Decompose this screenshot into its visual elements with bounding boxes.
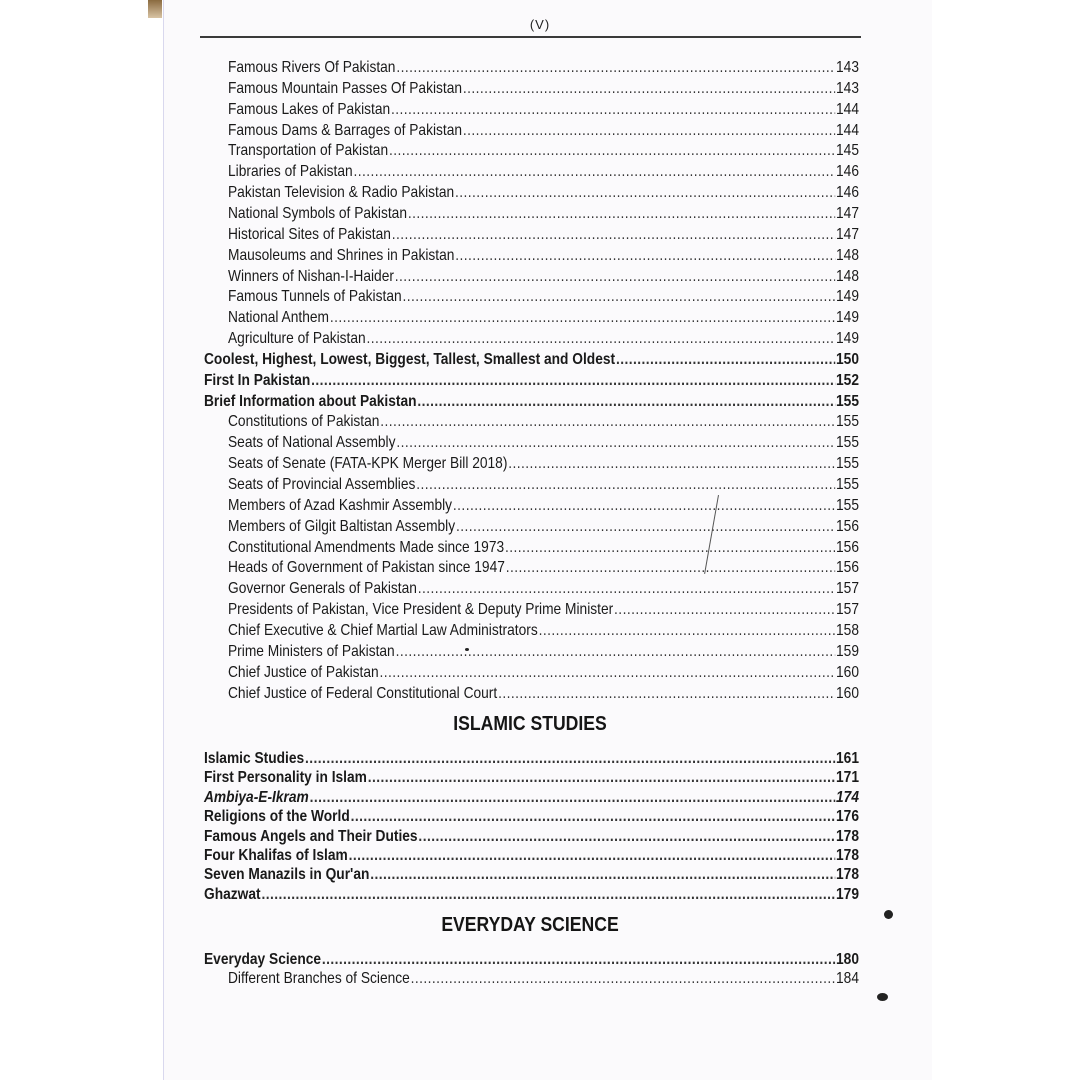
- toc-entry[interactable]: [228, 558, 859, 578]
- toc-entry[interactable]: [228, 475, 859, 495]
- dot-leader: [456, 517, 835, 537]
- dot-leader: [330, 308, 835, 328]
- dot-leader: [370, 865, 835, 885]
- toc-entry-title: Winners of Nishan-I-Haider: [228, 267, 394, 285]
- toc-entry[interactable]: [228, 100, 859, 120]
- dot-leader: [418, 827, 835, 847]
- toc-entry[interactable]: [228, 121, 859, 141]
- toc-entry-page: 149: [836, 288, 859, 306]
- toc-entry[interactable]: [228, 621, 859, 641]
- dot-leader: [322, 950, 835, 970]
- section-heading: ISLAMIC STUDIES: [453, 713, 607, 735]
- toc-entry[interactable]: [228, 412, 859, 432]
- dot-leader: [463, 121, 835, 141]
- toc-entry[interactable]: [228, 141, 859, 161]
- dot-leader: [391, 100, 835, 120]
- toc-entry-page: 179: [836, 885, 859, 903]
- dot-leader: [368, 768, 835, 788]
- toc-entry-title: Four Khalifas of Islam: [204, 847, 348, 864]
- toc-entry[interactable]: [228, 204, 859, 224]
- toc-entry[interactable]: [228, 246, 859, 266]
- toc-entry-title: Agriculture of Pakistan: [228, 330, 366, 348]
- toc-entry-page: 157: [836, 580, 859, 598]
- toc-entry-title: Constitutions of Pakistan: [228, 413, 380, 431]
- toc-entry-page: 176: [836, 808, 859, 826]
- dot-leader: [614, 600, 835, 620]
- toc-entry-title: Members of Azad Kashmir Assembly: [228, 496, 453, 514]
- toc-entry-title: First In Pakistan: [204, 371, 311, 389]
- toc-entry-page: 178: [836, 827, 859, 845]
- dot-leader: [305, 749, 835, 769]
- dot-leader: [418, 579, 835, 599]
- toc-entry-title: Seats of Senate (FATA-KPK Merger Bill 2018): [228, 455, 508, 473]
- toc-entry-page: 155: [836, 455, 859, 473]
- toc-entry[interactable]: [204, 392, 859, 412]
- toc-entry-page: 144: [836, 100, 859, 118]
- toc-entry-title: Constitutional Amendments Made since 1973: [228, 538, 505, 556]
- page-number: (V): [529, 17, 551, 32]
- toc-entry-title: Pakistan Television & Radio Pakistan: [228, 184, 455, 202]
- toc-entry-title: Seven Manazils in Qur'an: [204, 866, 370, 884]
- toc-entry-title: Libraries of Pakistan: [228, 163, 353, 181]
- toc-entry-title: Ambiya-E-Ikram: [204, 788, 309, 806]
- dot-leader: [396, 642, 836, 662]
- dot-leader: [261, 885, 835, 905]
- toc-entry-page: 178: [836, 847, 859, 864]
- toc-entry[interactable]: [204, 749, 859, 769]
- dot-leader: [367, 329, 836, 349]
- ink-speck: [465, 648, 469, 651]
- toc-entry-title: Famous Mountain Passes Of Pakistan: [228, 79, 463, 97]
- toc-entry-page: 160: [836, 684, 859, 702]
- dot-leader: [396, 433, 835, 453]
- toc-entry-title: National Anthem: [228, 309, 329, 327]
- toc-entry[interactable]: [228, 58, 859, 78]
- toc-entry-title: Everyday Science: [204, 951, 322, 968]
- toc-entry[interactable]: [204, 788, 859, 808]
- toc-entry-title: Seats of Provincial Assemblies: [228, 476, 416, 493]
- toc-entry-title: National Symbols of Pakistan: [228, 204, 407, 222]
- toc-entry-title: Religions of the World: [204, 808, 350, 826]
- toc-entry-page: 149: [836, 309, 859, 327]
- dot-leader: [389, 141, 835, 161]
- toc-entry-title: Coolest, Highest, Lowest, Biggest, Tallest, Smallest and Oldest: [204, 350, 616, 368]
- toc-entry-page: 156: [836, 559, 859, 577]
- toc-entry[interactable]: [228, 454, 859, 474]
- dot-leader: [392, 225, 835, 245]
- toc-entry-title: Different Branches of Science: [228, 970, 410, 988]
- toc-entry-page: 161: [836, 750, 859, 767]
- dot-leader: [463, 79, 835, 99]
- toc-entry[interactable]: [204, 950, 859, 970]
- toc-entry-page: 155: [836, 496, 859, 514]
- toc-entry[interactable]: [228, 183, 859, 203]
- dot-leader: [380, 412, 835, 432]
- toc-entry-page: 184: [836, 970, 859, 988]
- dot-leader: [411, 969, 836, 989]
- toc-entry[interactable]: [228, 308, 859, 328]
- toc-entry[interactable]: [228, 287, 859, 307]
- toc-entry[interactable]: [204, 807, 859, 827]
- toc-entry[interactable]: [204, 885, 859, 905]
- toc-entry-page: 148: [836, 267, 859, 285]
- toc-entry-page: 157: [836, 601, 859, 619]
- dot-leader: [408, 204, 835, 224]
- toc-entry-title: Mausoleums and Shrines in Pakistan: [228, 246, 455, 264]
- toc-entry-page: 147: [836, 204, 859, 222]
- toc-entry-title: Heads of Government of Pakistan since 1947: [228, 559, 505, 577]
- toc-entry[interactable]: [228, 267, 859, 287]
- toc-entry-title: Prime Ministers of Pakistan: [228, 642, 395, 660]
- toc-entry-title: Chief Justice of Pakistan: [228, 663, 379, 681]
- toc-entry[interactable]: [228, 433, 859, 453]
- toc-entry-title: First Personality in Islam: [204, 769, 367, 787]
- toc-entry-title: Brief Information about Pakistan: [204, 392, 417, 410]
- toc-entry-page: 145: [836, 142, 859, 160]
- toc-entry-title: Famous Lakes of Pakistan: [228, 100, 391, 118]
- toc-entry-title: Chief Justice of Federal Constitutional Court: [228, 684, 498, 702]
- toc-entry-page: 148: [836, 246, 859, 264]
- dot-leader: [380, 663, 836, 683]
- toc-entry-page: 146: [836, 184, 859, 202]
- dot-leader: [354, 162, 836, 182]
- toc-entry[interactable]: [204, 827, 859, 847]
- dot-leader: [498, 684, 835, 704]
- dot-leader: [455, 246, 835, 266]
- toc-entry-page: 180: [836, 951, 859, 968]
- toc-entry[interactable]: [228, 663, 859, 683]
- toc-entry-page: 156: [836, 538, 859, 556]
- toc-entry[interactable]: [228, 579, 859, 599]
- toc-entry[interactable]: [228, 225, 859, 245]
- toc-entry-title: Famous Tunnels of Pakistan: [228, 288, 402, 306]
- dot-leader: [417, 392, 835, 412]
- dot-leader: [402, 287, 835, 307]
- dot-leader: [539, 621, 836, 641]
- toc-entry[interactable]: [228, 642, 859, 662]
- toc-entry-page: 155: [836, 434, 859, 452]
- toc-entry-title: Presidents of Pakistan, Vice President & Deputy Prime Minister: [228, 601, 614, 619]
- toc-entry-title: Members of Gilgit Baltistan Assembly: [228, 517, 456, 535]
- dot-leader: [311, 371, 835, 391]
- dot-leader: [351, 807, 836, 827]
- dot-leader: [395, 267, 835, 287]
- toc-entry-title: Islamic Studies: [204, 750, 305, 767]
- dot-leader: [310, 788, 836, 808]
- toc-entry-page: 171: [836, 769, 859, 787]
- toc-entry-page: 150: [836, 350, 859, 368]
- toc-entry[interactable]: [228, 517, 859, 537]
- toc-entry[interactable]: [228, 538, 859, 558]
- toc-entry-page: 158: [836, 621, 859, 639]
- ink-speck: [877, 993, 888, 1001]
- toc-entry-title: Ghazwat: [204, 885, 261, 903]
- dot-leader: [396, 58, 835, 78]
- toc-entry-page: 156: [836, 517, 859, 535]
- toc-entry-page: 152: [836, 371, 859, 389]
- toc-entry-page: 155: [836, 392, 859, 410]
- toc-entry-page: 143: [836, 79, 859, 97]
- toc-entry-page: 143: [836, 59, 859, 76]
- dot-leader: [349, 846, 836, 866]
- toc-entry-title: Transportation of Pakistan: [228, 142, 389, 160]
- toc-entry-page: 146: [836, 163, 859, 181]
- section-heading: EVERYDAY SCIENCE: [441, 914, 619, 936]
- toc-entry-title: Historical Sites of Pakistan: [228, 225, 391, 243]
- toc-entry[interactable]: [204, 768, 859, 788]
- toc-entry-page: 144: [836, 121, 859, 139]
- toc-entry[interactable]: [204, 865, 859, 885]
- toc-entry[interactable]: [228, 329, 859, 349]
- toc-entry-page: 155: [836, 476, 859, 493]
- dot-leader: [416, 475, 835, 495]
- toc-entry[interactable]: [204, 846, 859, 866]
- dot-leader: [453, 496, 835, 516]
- toc-entry[interactable]: [228, 600, 859, 620]
- page-edge-tab: [148, 0, 162, 18]
- toc-entry[interactable]: [228, 79, 859, 99]
- toc-entry-title: Chief Executive & Chief Martial Law Administrators: [228, 621, 538, 639]
- toc-entry-page: 147: [836, 225, 859, 243]
- dot-leader: [616, 350, 835, 370]
- toc-entry-page: 159: [836, 642, 859, 660]
- dot-leader: [505, 538, 835, 558]
- toc-entry[interactable]: [228, 496, 859, 516]
- toc-entry-title: Seats of National Assembly: [228, 434, 396, 452]
- toc-entry[interactable]: [228, 969, 859, 989]
- toc-entry-title: Famous Rivers Of Pakistan: [228, 59, 396, 76]
- dot-leader: [506, 558, 835, 578]
- toc-entry-title: Famous Dams & Barrages of Pakistan: [228, 121, 463, 139]
- toc-entry-page: 155: [836, 413, 859, 431]
- toc-entry-page: 149: [836, 330, 859, 348]
- dot-leader: [455, 183, 835, 203]
- toc-entry-page: 178: [836, 866, 859, 884]
- toc-entry[interactable]: [228, 684, 859, 704]
- toc-entry[interactable]: [228, 162, 859, 182]
- dot-leader: [508, 454, 835, 474]
- ink-speck: [884, 910, 893, 919]
- toc-entry-title: Famous Angels and Their Duties: [204, 827, 418, 845]
- toc-entry-page: 160: [836, 663, 859, 681]
- header-rule: [200, 36, 861, 38]
- toc-entry[interactable]: [204, 350, 859, 370]
- toc-entry[interactable]: [204, 371, 859, 391]
- toc-entry-page: 174: [836, 788, 859, 806]
- toc-entry-title: Governor Generals of Pakistan: [228, 580, 417, 598]
